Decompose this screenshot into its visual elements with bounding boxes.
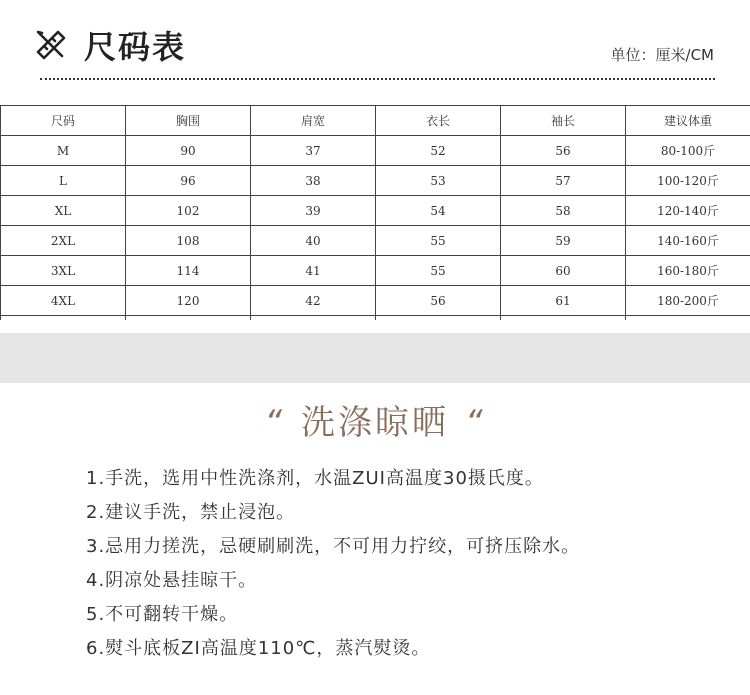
table-cell: 120 (126, 286, 251, 316)
list-item: 5.不可翻转干燥。 (86, 604, 239, 625)
list-item: 3.忌用力搓洗，忌硬刷刷洗，不可用力拧绞，可挤压除水。 (86, 536, 581, 557)
table-cell: 37 (251, 136, 376, 166)
table-cell: 180-200斤 (626, 286, 750, 316)
table-cell: 39 (251, 196, 376, 226)
table-header-row (1, 106, 750, 136)
column-header: 胸围 (126, 106, 251, 136)
table-cell: 52 (376, 136, 501, 166)
table-row (1, 256, 750, 286)
table-tail (1, 316, 750, 321)
dotted-divider (40, 78, 715, 80)
table-cell: 58 (501, 196, 626, 226)
table-cell: 108 (126, 226, 251, 256)
column-header: 尺码 (1, 106, 126, 136)
table-tail-cell (1, 316, 126, 321)
table-cell: 61 (501, 286, 626, 316)
table-cell: 40 (251, 226, 376, 256)
table-cell: M (1, 136, 126, 166)
table-cell: 56 (376, 286, 501, 316)
table-cell: 114 (126, 256, 251, 286)
table-tail-cell (626, 316, 750, 321)
column-header: 衣长 (376, 106, 501, 136)
table-cell: 56 (501, 136, 626, 166)
table-cell: 3XL (1, 256, 126, 286)
table-cell: 38 (251, 166, 376, 196)
table-cell: XL (1, 196, 126, 226)
table-cell: 57 (501, 166, 626, 196)
table-cell: L (1, 166, 126, 196)
ruler-pencil-icon (34, 28, 68, 62)
table-cell: 60 (501, 256, 626, 286)
unit-label: 单位：厘米/CM (610, 46, 714, 64)
table-row (1, 166, 750, 196)
size-table (0, 105, 750, 320)
table-row (1, 226, 750, 256)
table-cell: 42 (251, 286, 376, 316)
table-cell: 53 (376, 166, 501, 196)
table-cell: 160-180斤 (626, 256, 750, 286)
table-cell: 80-100斤 (626, 136, 750, 166)
column-header: 袖长 (501, 106, 626, 136)
close-quote: “ (465, 403, 486, 443)
list-item: 1.手洗，选用中性洗涤剂，水温ZUI高温度30摄氏度。 (86, 468, 544, 489)
table-cell: 41 (251, 256, 376, 286)
list-item: 2.建议手洗，禁止浸泡。 (86, 502, 296, 523)
column-header: 建议体重 (626, 106, 750, 136)
table-cell: 4XL (1, 286, 126, 316)
table-cell: 96 (126, 166, 251, 196)
table-cell: 59 (501, 226, 626, 256)
table-cell: 90 (126, 136, 251, 166)
table-cell: 100-120斤 (626, 166, 750, 196)
care-instructions-list (86, 465, 580, 669)
table-cell: 120-140斤 (626, 196, 750, 226)
table-cell: 54 (376, 196, 501, 226)
column-header: 肩宽 (251, 106, 376, 136)
table-tail-cell (126, 316, 251, 321)
table-cell: 55 (376, 226, 501, 256)
table-cell: 55 (376, 256, 501, 286)
table-tail-cell (251, 316, 376, 321)
table-row (1, 136, 750, 166)
wash-section-title (0, 395, 750, 444)
gray-divider-band (0, 333, 750, 383)
table-cell: 140-160斤 (626, 226, 750, 256)
table-tail-cell (501, 316, 626, 321)
wash-title-text: 洗涤晾晒 (301, 403, 449, 443)
table-cell: 2XL (1, 226, 126, 256)
open-quote: “ (264, 403, 285, 443)
table-row (1, 286, 750, 316)
table-tail-cell (376, 316, 501, 321)
header (0, 0, 750, 100)
page-title: 尺码表 (84, 28, 187, 66)
table-row (1, 196, 750, 226)
table-cell: 102 (126, 196, 251, 226)
list-item: 6.熨斗底板ZI高温度110℃，蒸汽熨烫。 (86, 638, 431, 659)
list-item: 4.阴凉处悬挂晾干。 (86, 570, 258, 591)
